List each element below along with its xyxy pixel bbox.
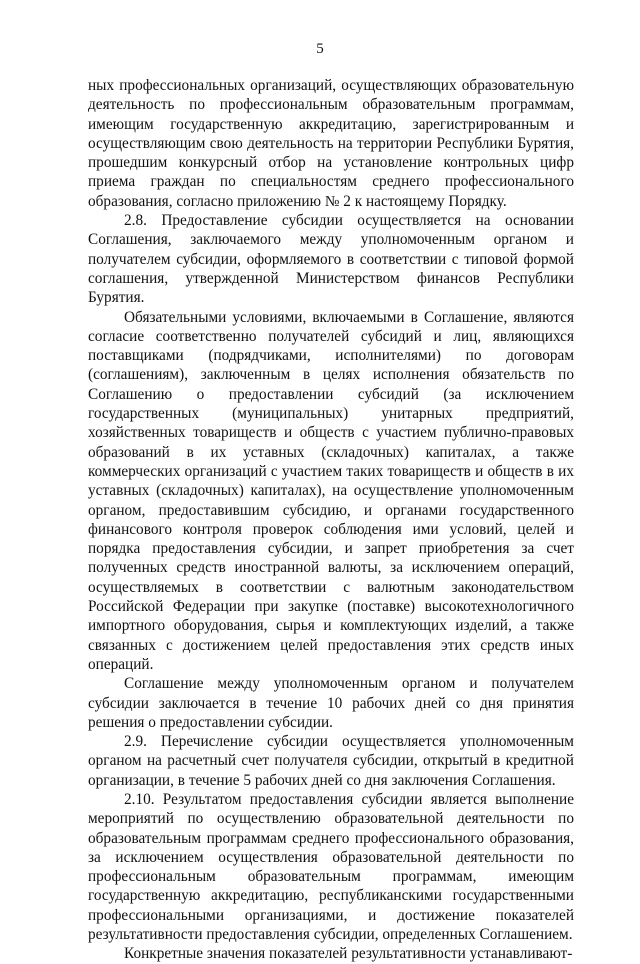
paragraph-2-8: 2.8. Предоставление субсидии осуществляется на основании Соглашения, заключаемого между уполномоченным органом и получателем субсидии, оформляемого в соответствии с типовой формой соглашения, утвержденной Министерством финансов Республики Бурятия. [88, 212, 574, 307]
page-number: 5 [316, 41, 324, 57]
document-body [88, 76, 574, 964]
paragraph-continuation: ных профессиональных организаций, осуществляющих образовательную деятельность по профессиональным образовательным программам, имеющим государственную аккредитацию, зарегистрированным и осуществляющим свою деятельность на территории Республики Бурятия, прошедшим конкурсный отбор на установление контрольных цифр приема граждан по специальностям среднего профессионального образования, согласно приложению № 2 к настоящему Порядку. [88, 77, 574, 210]
paragraph-mandatory-conditions: Обязательными условиями, включаемыми в Соглашение, являются согласие соответственно получателей субсидий и лиц, являющихся поставщиками (подрядчиками, исполнителями) по договорам (соглашениям), заключенным в целях исполнения обязательств по Соглашению о предоставлении субсидий (за исключением государственных (муниципальных) унитарных предприятий, хозяйственных товариществ и обществ с участием публично-правовых образований в их уставных (складочных) капиталах, а также коммерческих организаций с участием таких товариществ и обществ в их уставных (складочных) капиталах), на осуществление уполномоченным органом, предоставившим субсидию, и органами государственного финансового контроля проверок соблюдения ими условий, целей и порядка предоставления субсидии, и запрет приобретения за счет полученных средств иностранной валюты, за исключением операций, осуществляемых в соответствии с валютным законодательством Российской Федерации при закупке (поставке) высокотехнологичного импортного оборудования, сырья и комплектующих изделий, а также связанных с достижением целей предоставления этих средств иных операций. [88, 308, 574, 673]
paragraph-2-10: 2.10. Результатом предоставления субсидии является выполнение мероприятий по осуществлению образовательной деятельности по образовательным программам среднего профессионального образования, за исключением осуществления образовательной деятельности по профессиональным образовательным программам, имеющим государственную аккредитацию, республиканскими государственными профессиональными организациями, и достижение показателей результативности предоставления субсидии, определенных Соглашением. [88, 790, 574, 944]
paragraph-agreement-term: Соглашение между уполномоченным органом и получателем субсидии заключается в течение 10 рабочих дней со дня принятия решения о предоставлении субсидии. [88, 675, 574, 731]
paragraph-2-9: 2.9. Перечисление субсидии осуществляется уполномоченным органом на расчетный счет получателя субсидии, открытый в кредитной организации, в течение 5 рабочих дней со дня заключения Соглашения. [88, 733, 574, 789]
paragraph-indicators: Конкретные значения показателей результативности устанавливают- [124, 945, 573, 963]
